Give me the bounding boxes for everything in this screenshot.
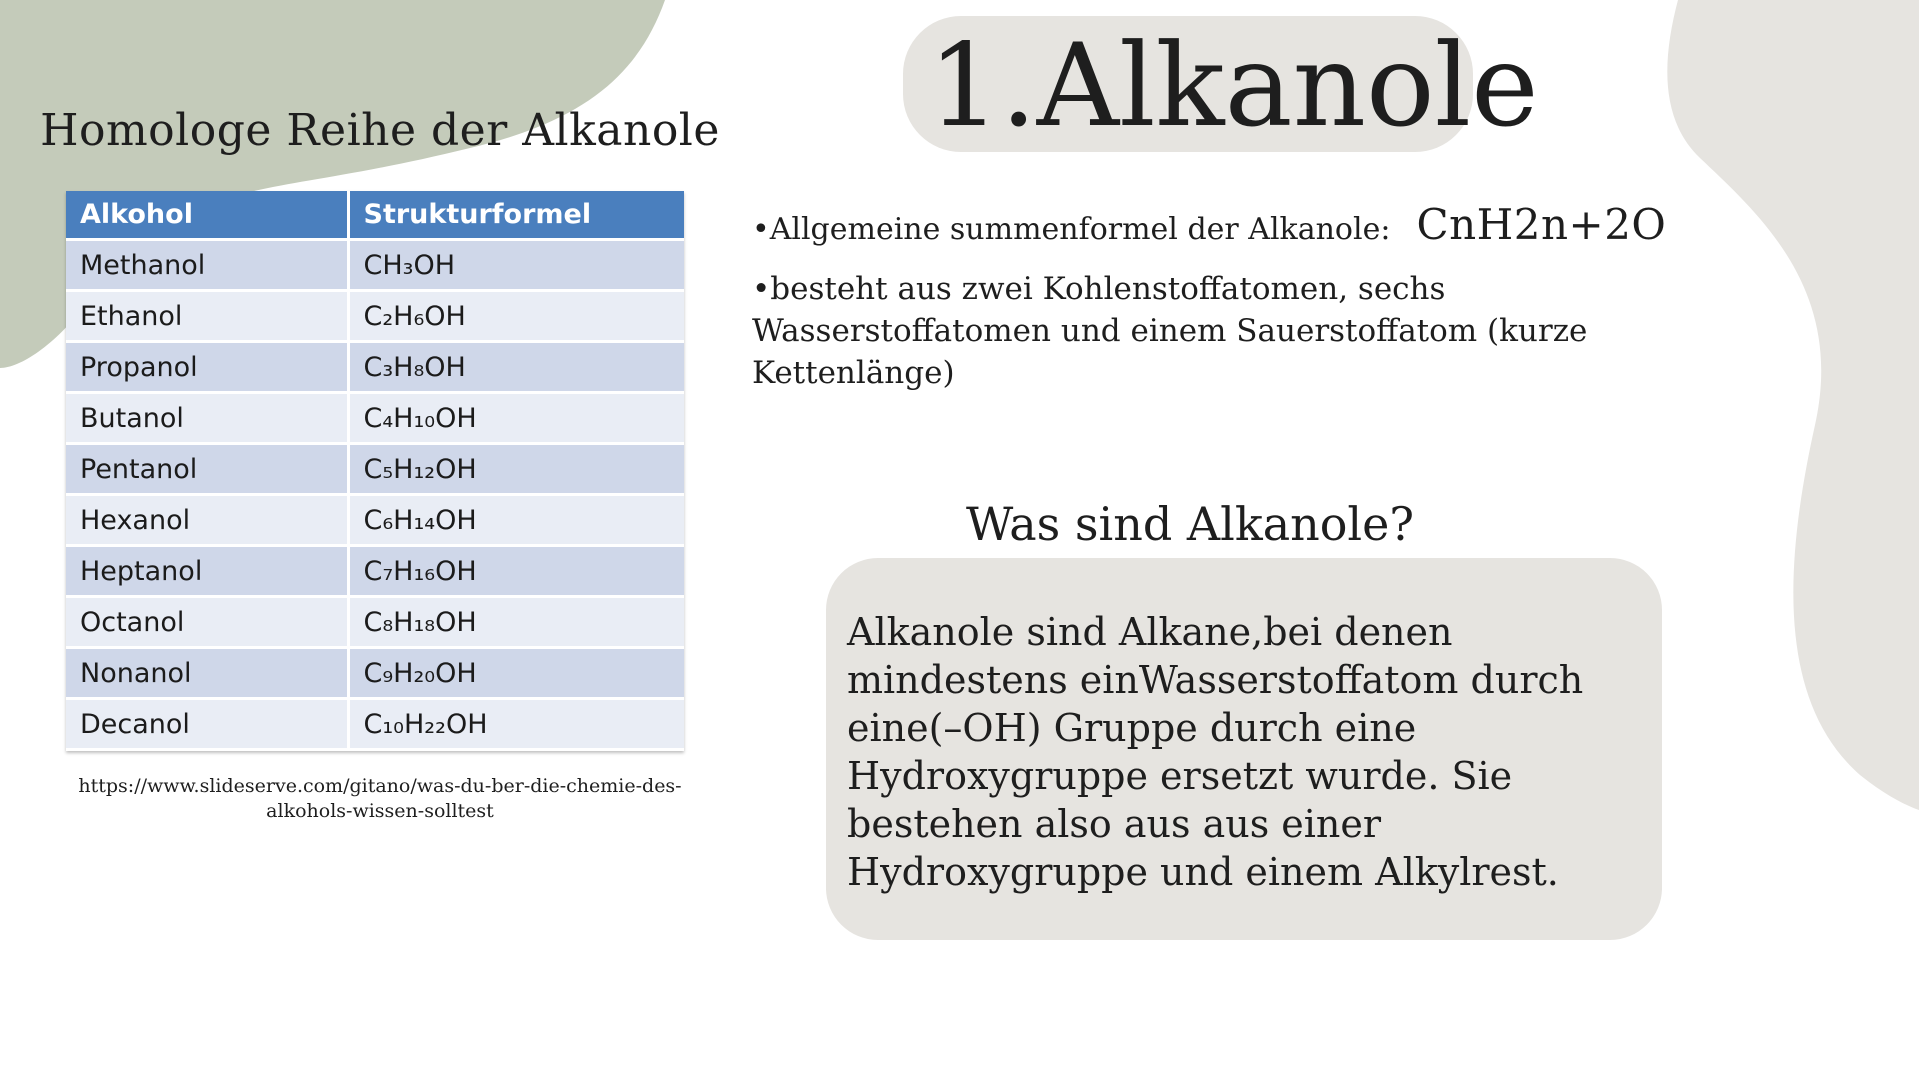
structure-formula: C₈H₁₈OH <box>348 597 684 648</box>
table-row <box>66 240 684 291</box>
table-row <box>66 393 684 444</box>
table-row <box>66 495 684 546</box>
alcohol-name: Nonanol <box>66 648 348 699</box>
alcohol-name: Decanol <box>66 699 348 750</box>
alcohol-name: Hexanol <box>66 495 348 546</box>
general-formula: CnH2n+2O <box>1416 200 1667 249</box>
definition-text: Alkanole sind Alkane,bei denen mindestens einWasserstoffatom durch eine(–OH) Gruppe durch eine Hydroxygruppe ersetzt wurde. Sie bestehen also aus aus einer Hydroxygruppe und einem Alkylrest. <box>847 610 1584 894</box>
structure-formula: CH₃OH <box>348 240 684 291</box>
ethanol-description: •besteht aus zwei Kohlenstoffatomen, sechs Wasserstoffatomen und einem Sauerstoffatom (kurze Kettenlänge) <box>752 271 1588 391</box>
structure-formula: C₂H₆OH <box>348 291 684 342</box>
table-header-row <box>66 191 684 240</box>
alcohol-name: Heptanol <box>66 546 348 597</box>
table-heading: Homologe Reihe der Alkanole <box>40 105 720 156</box>
alcohol-name: Ethanol <box>66 291 348 342</box>
alcohol-name: Propanol <box>66 342 348 393</box>
structure-formula: C₉H₂₀OH <box>348 648 684 699</box>
structure-formula: C₄H₁₀OH <box>348 393 684 444</box>
general-formula-label: •Allgemeine summenformel der Alkanole: <box>752 212 1391 247</box>
table-row <box>66 597 684 648</box>
page-title: 1.Alkanole <box>928 19 1539 152</box>
structure-formula: C₇H₁₆OH <box>348 546 684 597</box>
table-row <box>66 546 684 597</box>
source-citation: https://www.slideserve.com/gitano/was-du-ber-die-chemie-des-alkohols-wissen-solltest <box>78 775 682 822</box>
table-row <box>66 699 684 750</box>
structure-formula: C₃H₈OH <box>348 342 684 393</box>
alcohol-name: Pentanol <box>66 444 348 495</box>
table-row <box>66 648 684 699</box>
gray-blob <box>1667 0 1919 810</box>
definition-heading: Was sind Alkanole? <box>965 497 1415 551</box>
structure-formula: C₆H₁₄OH <box>348 495 684 546</box>
table-row <box>66 342 684 393</box>
alcohol-name: Butanol <box>66 393 348 444</box>
alkanol-table <box>66 191 684 751</box>
alcohol-name: Octanol <box>66 597 348 648</box>
table-row <box>66 291 684 342</box>
table-row <box>66 444 684 495</box>
header-alkohol: Alkohol <box>66 191 348 240</box>
structure-formula: C₁₀H₂₂OH <box>348 699 684 750</box>
structure-formula: C₅H₁₂OH <box>348 444 684 495</box>
header-strukturformel: Strukturformel <box>348 191 684 240</box>
general-formula-line <box>752 200 1666 249</box>
alcohol-name: Methanol <box>66 240 348 291</box>
